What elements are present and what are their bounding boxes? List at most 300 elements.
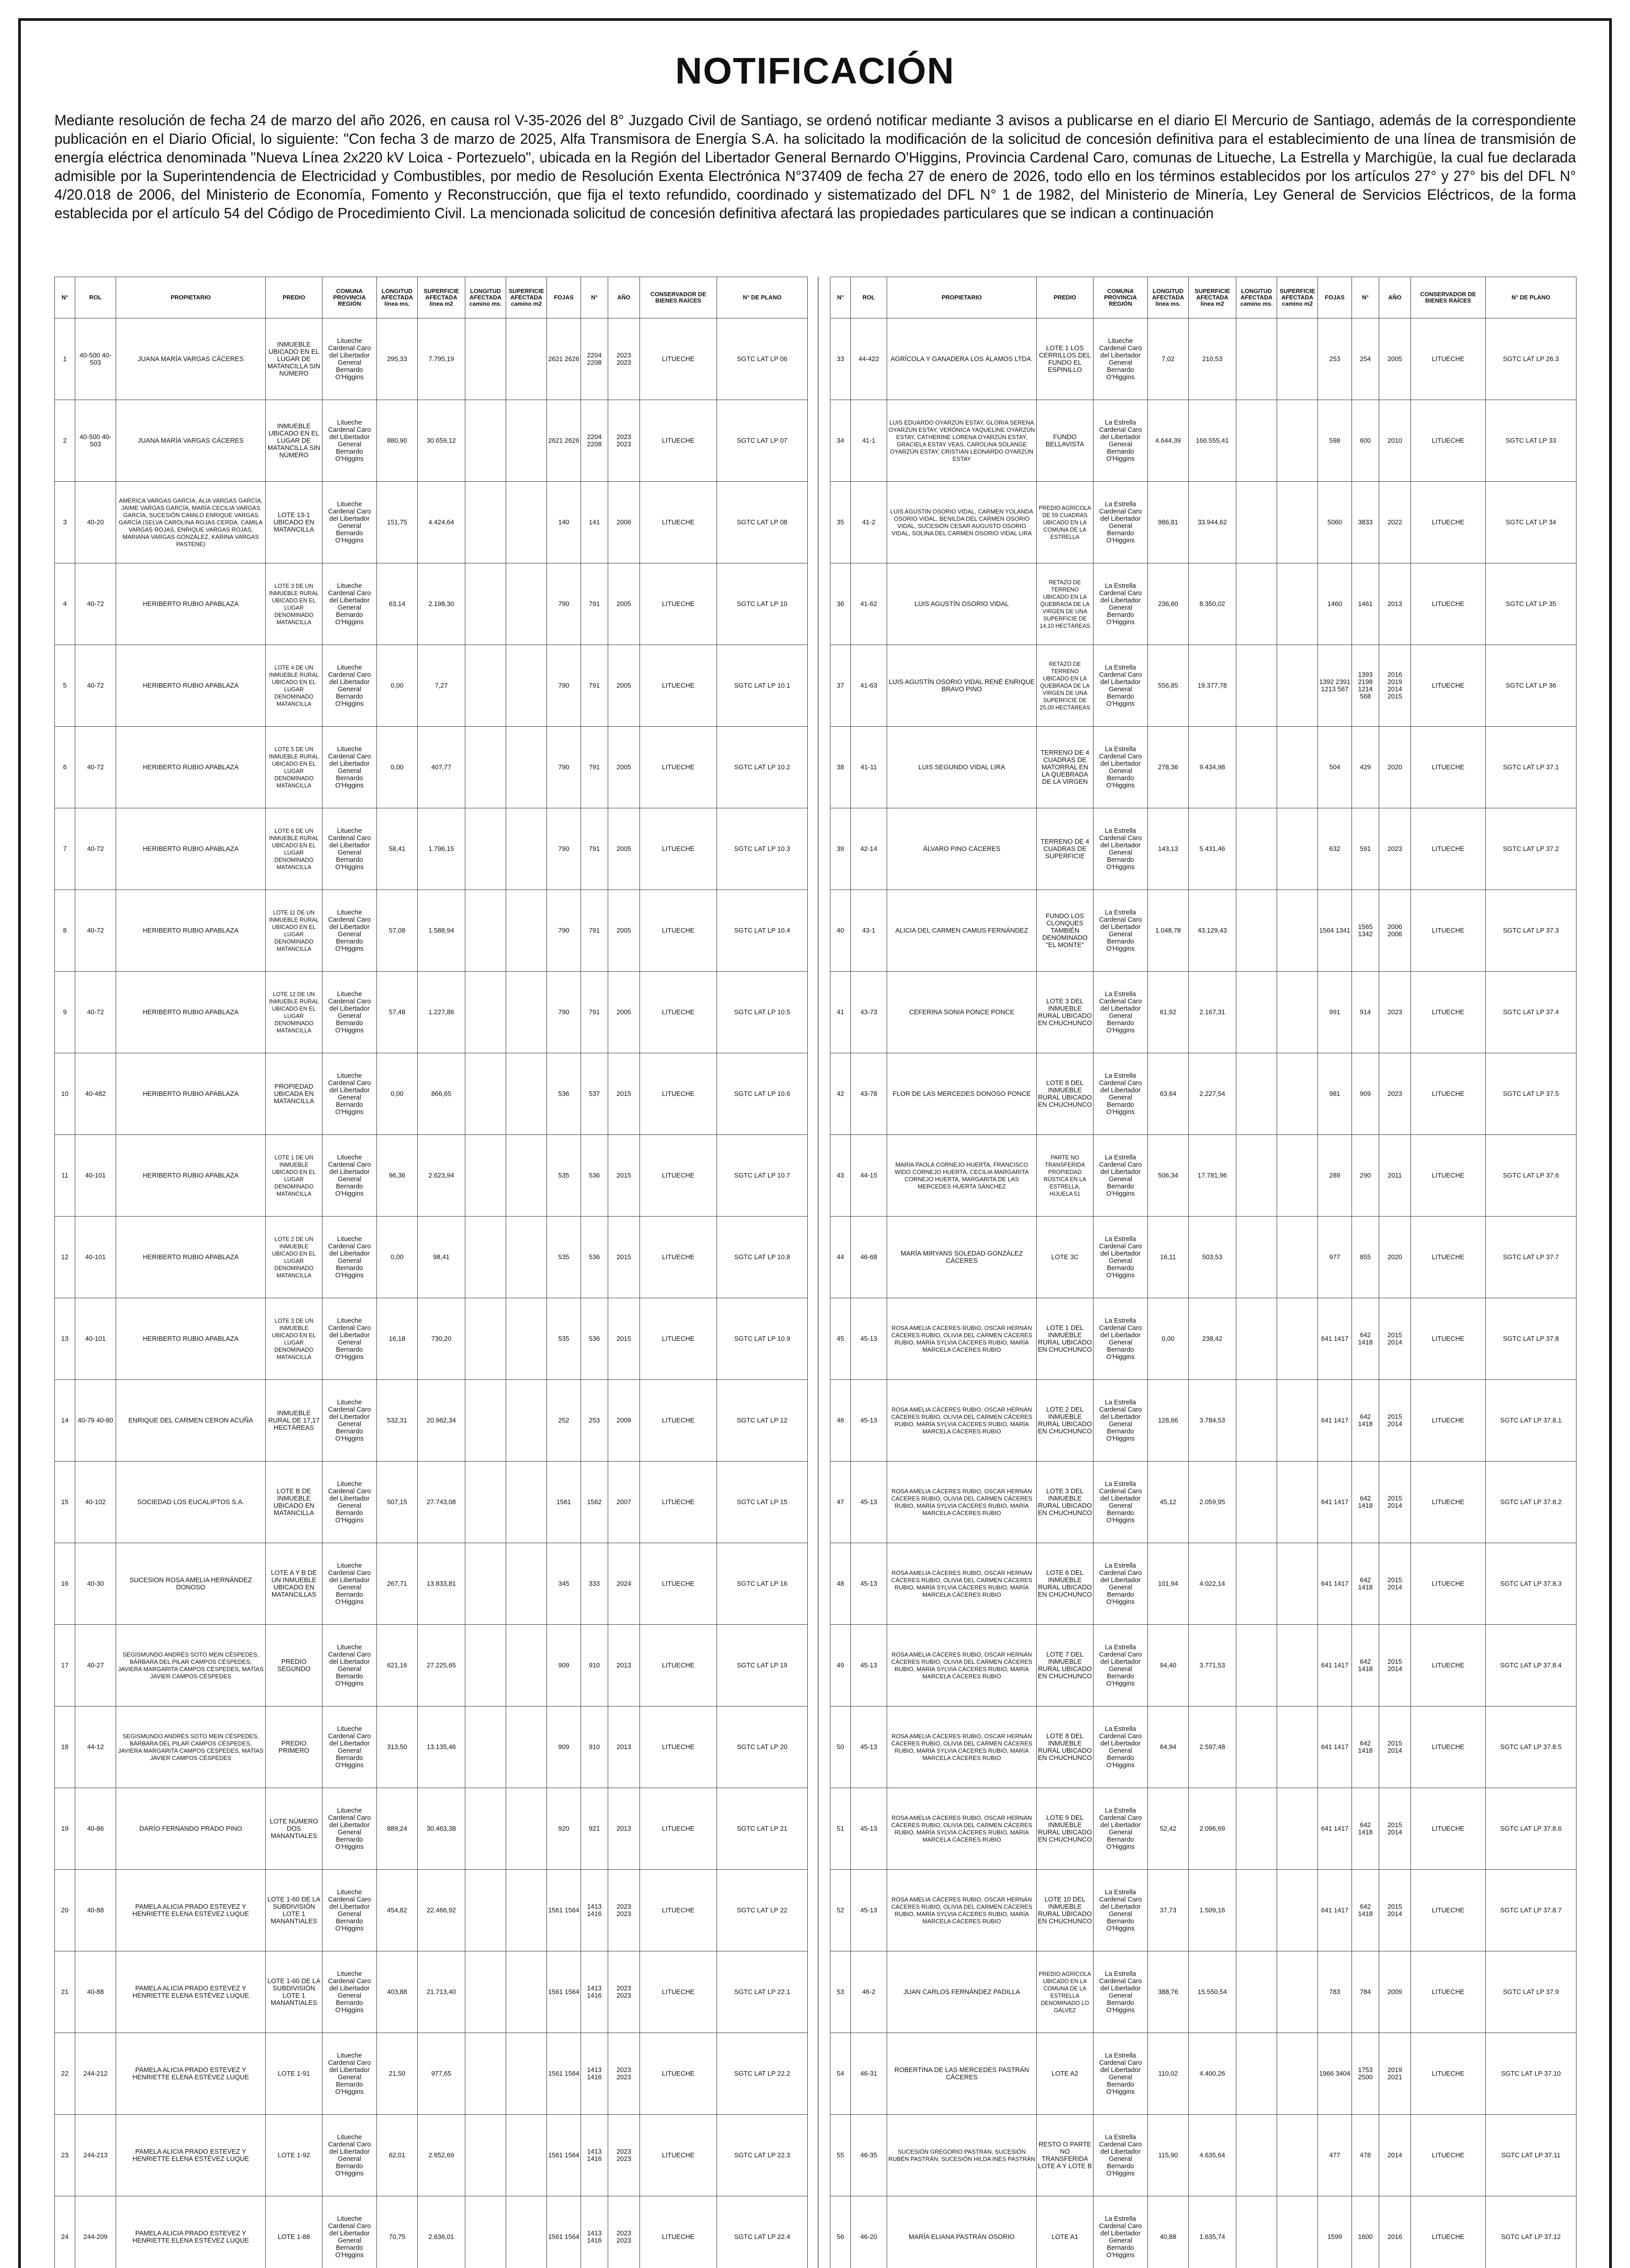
cell-superficie-camino [1277,1298,1318,1380]
cell-superficie-linea: 9.434,98 [1189,727,1236,808]
cell-propietario: ALICIA DEL CARMEN CAMUS FERNÁNDEZ [887,890,1037,972]
cell-conservador: LITUECHE [640,1625,717,1706]
cell-superficie-camino [506,1870,547,1951]
cell-numero: 642 1418 [1352,1380,1379,1461]
cell-comuna: Litueche Cardenal Caro del Libertador General Bernardo O'Higgins [322,2196,377,2268]
cell-superficie-linea: 1.227,86 [418,972,465,1053]
cell-longitud-camino [465,1461,506,1543]
cell-conservador: LITUECHE [1411,1951,1486,2033]
cell-predio: LOTE NÚMERO DOS MANANTIALES [266,1788,322,1870]
cell-predio: INMUEBLE UBICADO EN EL LUGAR DE MATANCILLA SIN NÚMERO [266,318,322,400]
table-row [830,1298,1576,1380]
cell-superficie-camino [506,1706,547,1788]
cell-anio: 2005 [608,563,640,645]
table-row [55,1870,808,1951]
cell-propietario: ROSA AMELIA CÁCERES RUBIO, OSCAR HERNÁN CÁCERES RUBIO, OLIVIA DEL CARMEN CÁCERES RUBIO, MARÍA SYLVIA CÁCERES RUBIO, MARÍA MARCELA CÁCERES RUBIO [887,1461,1037,1543]
cell-fojas: 641 1417 [1318,1298,1352,1380]
cell-comuna: Litueche Cardenal Caro del Libertador General Bernardo O'Higgins [322,1951,377,2033]
cell-longitud-camino [1236,972,1277,1053]
cell-fojas: 641 1417 [1318,1870,1352,1951]
table-row [830,1870,1576,1951]
cell-longitud-linea: 110,02 [1148,2033,1189,2115]
cell-superficie-linea: 19.377,78 [1189,645,1236,727]
cell-rol: 41-63 [851,645,887,727]
cell-superficie-linea: 2.652,69 [418,2115,465,2196]
cell-rol: 43-1 [851,890,887,972]
cell-propietario: JUANA MARÍA VARGAS CÁCERES [116,318,266,400]
cell-fojas: 981 [1318,1053,1352,1135]
column-header-comuna: COMUNA PROVINCIA REGIÓN [1093,277,1148,318]
cell-plano: SGTC LAT LP 37.8.4 [1486,1625,1576,1706]
cell-fojas: 790 [547,727,581,808]
cell-conservador: LITUECHE [1411,1788,1486,1870]
cell-conservador: LITUECHE [640,1217,717,1298]
cell-plano: SGTC LAT LP 16 [717,1543,808,1625]
cell-plano: SGTC LAT LP 22 [717,1870,808,1951]
cell-comuna: La Estrella Cardenal Caro del Libertador General Bernardo O'Higgins [1093,1951,1148,2033]
cell-longitud-linea: 63,64 [1148,1053,1189,1135]
cell-comuna: Litueche Cardenal Caro del Libertador General Bernardo O'Higgins [322,1788,377,1870]
cell-row-number: 46 [830,1380,851,1461]
cell-superficie-camino [506,400,547,482]
cell-plano: SGTC LAT LP 22.4 [717,2196,808,2268]
table-row [55,1788,808,1870]
cell-rol: 40-72 [75,563,116,645]
cell-fojas: 909 [547,1625,581,1706]
cell-superficie-linea: 730,20 [418,1298,465,1380]
cell-anio: 2005 [608,808,640,890]
cell-superficie-camino [506,1788,547,1870]
cell-predio: LOTE 8 DEL INMUEBLE RURAL UBICADO EN CHUCHUNCO [1037,1053,1093,1135]
cell-predio: PREDIO AGRÍCOLA DE 59 CUADRAS UBICADO EN LA COMUNA DE LA ESTRELLA [1037,482,1093,563]
cell-propietario: HERIBERTO RUBIO APABLAZA [116,1053,266,1135]
cell-longitud-linea: 143,13 [1148,808,1189,890]
cell-superficie-linea: 503,53 [1189,1217,1236,1298]
cell-comuna: La Estrella Cardenal Caro del Libertador General Bernardo O'Higgins [1093,2196,1148,2268]
cell-predio: LOTE 2 DE UN INMUEBLE UBICADO EN EL LUGAR DENOMINADO MATANCILLA [266,1217,322,1298]
column-header-anio: AÑO [1379,277,1411,318]
cell-longitud-camino [1236,808,1277,890]
cell-longitud-camino [465,2196,506,2268]
cell-row-number: 15 [55,1461,75,1543]
cell-numero: 642 1418 [1352,1461,1379,1543]
table-row [830,1625,1576,1706]
cell-superficie-camino [506,2033,547,2115]
cell-fojas: 1561 1564 [547,2033,581,2115]
table-row [830,1053,1576,1135]
cell-plano: SGTC LAT LP 10.6 [717,1053,808,1135]
cell-fojas: 641 1417 [1318,1380,1352,1461]
cell-propietario: JUANA MARÍA VARGAS CÁCERES [116,400,266,482]
cell-numero: 1753 2500 [1352,2033,1379,2115]
cell-longitud-linea: 128,66 [1148,1380,1189,1461]
cell-fojas: 345 [547,1543,581,1625]
cell-conservador: LITUECHE [1411,1625,1486,1706]
cell-row-number: 55 [830,2115,851,2196]
cell-superficie-camino [506,1543,547,1625]
cell-comuna: La Estrella Cardenal Caro del Libertador General Bernardo O'Higgins [1093,972,1148,1053]
cell-superficie-camino [1277,1870,1318,1951]
cell-numero: 536 [581,1298,608,1380]
cell-numero: 1413 1416 [581,2196,608,2268]
cell-longitud-camino [465,1298,506,1380]
cell-longitud-camino [1236,1870,1277,1951]
cell-anio: 2023 2023 [608,2115,640,2196]
cell-plano: SGTC LAT LP 10.2 [717,727,808,808]
column-header-longitud-camino: LONGITUD AFECTADA camino ms. [1236,277,1277,318]
cell-anio: 2015 2014 [1379,1706,1411,1788]
cell-longitud-linea: 7,02 [1148,318,1189,400]
cell-longitud-linea: 388,76 [1148,1951,1189,2033]
cell-anio: 2015 2014 [1379,1625,1411,1706]
cell-row-number: 49 [830,1625,851,1706]
cell-fojas: 790 [547,645,581,727]
cell-propietario: HERIBERTO RUBIO APABLAZA [116,972,266,1053]
cell-longitud-linea: 70,75 [377,2196,418,2268]
cell-numero: 1565 1342 [1352,890,1379,972]
table-row [830,1706,1576,1788]
cell-numero: 642 1418 [1352,1298,1379,1380]
cell-numero: 642 1418 [1352,1625,1379,1706]
cell-superficie-linea: 7.795,19 [418,318,465,400]
cell-superficie-camino [506,1298,547,1380]
cell-row-number: 52 [830,1870,851,1951]
cell-rol: 46-35 [851,2115,887,2196]
properties-table-right [830,277,1576,2268]
column-header-conservador: CONSERVADOR DE BIENES RAÍCES [640,277,717,318]
cell-row-number: 43 [830,1135,851,1217]
column-header-numero: N° [581,277,608,318]
cell-rol: 40-101 [75,1298,116,1380]
cell-conservador: LITUECHE [1411,400,1486,482]
cell-plano: SGTC LAT LP 37.12 [1486,2196,1576,2268]
cell-longitud-camino [465,1543,506,1625]
table-row [55,2115,808,2196]
cell-rol: 40-482 [75,1053,116,1135]
cell-longitud-camino [1236,1217,1277,1298]
cell-row-number: 34 [830,400,851,482]
cell-longitud-linea: 96,36 [377,1135,418,1217]
table-row [830,2196,1576,2268]
cell-fojas: 641 1417 [1318,1625,1352,1706]
cell-propietario: ROSA AMELIA CÁCERES RUBIO, OSCAR HERNÁN CÁCERES RUBIO, OLIVIA DEL CARMEN CÁCERES RUBIO, MARÍA SYLVIA CÁCERES RUBIO, MARÍA MARCELA CÁCERES RUBIO [887,1298,1037,1380]
cell-numero: 141 [581,482,608,563]
cell-rol: 40-72 [75,727,116,808]
cell-superficie-camino [1277,890,1318,972]
cell-rol: 46-31 [851,2033,887,2115]
cell-rol: 244-212 [75,2033,116,2115]
cell-predio: LOTE 3 DEL INMUEBLE RURAL UBICADO EN CHUCHUNCO [1037,1461,1093,1543]
cell-superficie-camino [1277,1625,1318,1706]
cell-rol: 244-209 [75,2196,116,2268]
cell-anio: 2015 [608,1053,640,1135]
cell-propietario: ROSA AMELIA CÁCERES RUBIO, OSCAR HERNÁN CÁCERES RUBIO, OLIVIA DEL CARMEN CÁCERES RUBIO, MARÍA SYLVIA CÁCERES RUBIO, MARÍA MARCELA CÁCERES RUBIO [887,1543,1037,1625]
cell-anio: 2013 [608,1788,640,1870]
cell-longitud-linea: 278,36 [1148,727,1189,808]
table-row [55,1951,808,2033]
cell-longitud-linea: 621,16 [377,1625,418,1706]
cell-superficie-linea: 21.713,40 [418,1951,465,2033]
cell-superficie-camino [506,1217,547,1298]
cell-conservador: LITUECHE [640,1461,717,1543]
cell-anio: 2015 [608,1135,640,1217]
cell-longitud-camino [465,1706,506,1788]
cell-propietario: LUIS AGUSTÍN OSORIO VIDAL, CARMEN YOLANDA OSORIO VIDAL, BENILDA DEL CARMEN OSORIO VIDAL, SUCESIÓN CESAR AUGUSTO OSORIO VIDAL, SOLINA DEL CARMEN OSORIO VIDAL LIRA [887,482,1037,563]
cell-predio: LOTE 1 LOS CERRILLOS DEL FUNDO EL ESPINILLO [1037,318,1093,400]
cell-conservador: LITUECHE [1411,890,1486,972]
cell-longitud-camino [1236,1298,1277,1380]
column-header-conservador: CONSERVADOR DE BIENES RAÍCES [1411,277,1486,318]
cell-conservador: LITUECHE [640,727,717,808]
cell-anio: 2013 [608,1625,640,1706]
cell-row-number: 24 [55,2196,75,2268]
cell-longitud-camino [1236,1053,1277,1135]
cell-plano: SGTC LAT LP 37.4 [1486,972,1576,1053]
cell-anio: 2023 2023 [608,1870,640,1951]
cell-rol: 44-15 [851,1135,887,1217]
cell-conservador: LITUECHE [1411,1706,1486,1788]
cell-comuna: Litueche Cardenal Caro del Libertador General Bernardo O'Higgins [322,563,377,645]
cell-propietario: ROSA AMELIA CÁCERES RUBIO, OSCAR HERNÁN CÁCERES RUBIO, OLIVIA DEL CARMEN CÁCERES RUBIO, MARÍA SYLVIA CÁCERES RUBIO, MARÍA MARCELA CÁCERES RUBIO [887,1870,1037,1951]
notice-intro-paragraph: Mediante resolución de fecha 24 de marzo del año 2026, en causa rol V-35-2026 del 8° Juzgado Civil de Santiago, se ordenó notificar mediante 3 avisos a publicarse en el diario El Mercurio de Santiago, además de la correspondiente publicación en el Diario Oficial, lo siguiente: "Con fecha 3 de marzo de 2025, Alfa Transmisora de Energía S.A. ha solicitado la modificación de la solicitud de concesión definitiva para el establecimiento de una línea de transmisión de energía eléctrica denominada "Nueva Línea 2x220 kV Loica - Portezuelo", ubicada en la Región del Libertador General Bernardo O'Higgins, Provincia Cardenal Caro, comunas de Litueche, La Estrella y Marchigüe, la cual fue declarada admisible por la Superintendencia de Electricidad y Combustibles, por medio de Resolución Exenta Electrónica N°37409 de fecha 27 de enero de 2026, todo ello en los términos establecidos por los artículos 27° y 27° bis del DFL N° 4/20.018 de 2006, del Ministerio de Economía, Fomento y Reconstrucción, que fija el texto refundido, coordinado y sistematizado del DFL N° 1 de 1982, del Ministerio de Minería, Ley General de Servicios Eléctricos, de la forma establecida por el artículo 54 del Código de Procedimiento Civil. La mencionada solicitud de concesión definitiva afectará las propiedades particulares que se indican a continuación [54,112,1576,221]
cell-longitud-camino [1236,645,1277,727]
table-row [830,727,1576,808]
cell-plano: SGTC LAT LP 37.3 [1486,890,1576,972]
cell-longitud-linea: 986,81 [1148,482,1189,563]
cell-propietario: ROSA AMELIA CÁCERES RUBIO, OSCAR HERNÁN CÁCERES RUBIO, OLIVIA DEL CARMEN CÁCERES RUBIO, MARÍA SYLVIA CÁCERES RUBIO, MARÍA MARCELA CÁCERES RUBIO [887,1625,1037,1706]
cell-fojas: 977 [1318,1217,1352,1298]
cell-anio: 2010 [1379,400,1411,482]
cell-comuna: Litueche Cardenal Caro del Libertador General Bernardo O'Higgins [322,1135,377,1217]
cell-predio: LOTE 4 DE UN INMUEBLE RURAL UBICADO EN EL LUGAR DENOMINADO MATANCILLA [266,645,322,727]
cell-propietario: MARÍA MIRYANS SOLEDAD GONZÁLEZ CÁCERES [887,1217,1037,1298]
cell-rol: 44-422 [851,318,887,400]
cell-predio: LOTE 6 DE UN INMUEBLE RURAL UBICADO EN EL LUGAR DENOMINADO MATANCILLA [266,808,322,890]
cell-longitud-camino [465,1788,506,1870]
cell-conservador: LITUECHE [640,1053,717,1135]
cell-row-number: 3 [55,482,75,563]
cell-superficie-camino [506,1380,547,1461]
cell-superficie-camino [506,563,547,645]
column-header-numero: N° [1352,277,1379,318]
cell-row-number: 1 [55,318,75,400]
cell-predio: LOTE 13-1 UBICADO EN MATANCILLA [266,482,322,563]
cell-comuna: La Estrella Cardenal Caro del Libertador General Bernardo O'Higgins [1093,1135,1148,1217]
table-row [830,400,1576,482]
cell-plano: SGTC LAT LP 22.2 [717,2033,808,2115]
cell-comuna: Litueche Cardenal Caro del Libertador General Bernardo O'Higgins [322,318,377,400]
cell-longitud-linea: 58,41 [377,808,418,890]
cell-numero: 1600 [1352,2196,1379,2268]
cell-numero: 478 [1352,2115,1379,2196]
cell-conservador: LITUECHE [640,2196,717,2268]
cell-longitud-camino [465,1380,506,1461]
cell-superficie-camino [506,1135,547,1217]
cell-superficie-linea: 238,42 [1189,1298,1236,1380]
cell-anio: 2016 [1379,2196,1411,2268]
cell-propietario: LUIS EDUARDO OYARZÚN ESTAY, GLORIA SERENA OYARZÚN ESTAY, VERÓNICA YAQUELINE OYARZÚN ESTAY, CATHERINE LORENA OYARZÚN ESTAY, GRACIELA ESTAY VEAS, CAROLINA SOLANGE OYARZÚN ESTAY, CRISTIAN LEONARDO OYARZÚN ESTAY [887,400,1037,482]
cell-conservador: LITUECHE [640,1298,717,1380]
cell-longitud-linea: 889,24 [377,1788,418,1870]
cell-numero: 1562 [581,1461,608,1543]
cell-rol: 45-13 [851,1870,887,1951]
cell-longitud-camino [1236,890,1277,972]
cell-propietario: HERIBERTO RUBIO APABLAZA [116,1217,266,1298]
cell-predio: LOTE 1-88 [266,2196,322,2268]
cell-longitud-camino [465,1135,506,1217]
table-row [55,482,808,563]
cell-fojas: 535 [547,1217,581,1298]
cell-conservador: LITUECHE [1411,1298,1486,1380]
cell-rol: 40-72 [75,808,116,890]
cell-predio: LOTE 1-92 [266,2115,322,2196]
cell-longitud-camino [1236,2033,1277,2115]
cell-fojas: 1561 1564 [547,2115,581,2196]
cell-fojas: 909 [547,1706,581,1788]
table-row [55,2196,808,2268]
cell-longitud-linea: 40,88 [1148,2196,1189,2268]
cell-plano: SGTC LAT LP 35 [1486,563,1576,645]
cell-conservador: LITUECHE [640,1951,717,2033]
cell-propietario: HERIBERTO RUBIO APABLAZA [116,563,266,645]
cell-propietario: ROSA AMELIA CÁCERES RUBIO, OSCAR HERNÁN CÁCERES RUBIO, OLIVIA DEL CARMEN CÁCERES RUBIO, MARÍA SYLVIA CÁCERES RUBIO, MARÍA MARCELA CÁCERES RUBIO [887,1706,1037,1788]
cell-anio: 2023 [1379,1053,1411,1135]
cell-longitud-camino [1236,1788,1277,1870]
cell-anio: 2022 [1379,482,1411,563]
cell-plano: SGTC LAT LP 34 [1486,482,1576,563]
cell-plano: SGTC LAT LP 36 [1486,645,1576,727]
cell-predio: PREDIO PRIMERO [266,1706,322,1788]
cell-row-number: 10 [55,1053,75,1135]
cell-superficie-camino [506,1625,547,1706]
cell-comuna: La Estrella Cardenal Caro del Libertador General Bernardo O'Higgins [1093,1461,1148,1543]
cell-propietario: JUAN CARLOS FERNÁNDEZ PADILLA [887,1951,1037,2033]
table-row [830,1788,1576,1870]
cell-superficie-camino [1277,482,1318,563]
cell-row-number: 20 [55,1870,75,1951]
cell-comuna: Litueche Cardenal Caro del Libertador General Bernardo O'Higgins [322,1625,377,1706]
cell-conservador: LITUECHE [1411,1380,1486,1461]
cell-plano: SGTC LAT LP 10.4 [717,890,808,972]
cell-longitud-camino [1236,1461,1277,1543]
cell-conservador: LITUECHE [1411,1461,1486,1543]
cell-propietario: AMÉRICA VARGAS GARCÍA, ALIA VARGAS GARCÍA, JAIME VARGAS GARCÍA, MARÍA CECILIA VARGAS GARCÍA, SUCESIÓN CAMILO ENRIQUE VARGAS GARCÍA (SELVA CAROLINA ROJAS CERDA, CAMILA VARGAS ROJAS, ENRIQUE VARGAS ROJAS, MARIANA VARGAS GONZÁLEZ, KARINA VARGAS PASTENE) [116,482,266,563]
cell-superficie-linea: 407,77 [418,727,465,808]
cell-row-number: 48 [830,1543,851,1625]
cell-comuna: Litueche Cardenal Caro del Libertador General Bernardo O'Higgins [322,1706,377,1788]
cell-row-number: 14 [55,1380,75,1461]
cell-anio: 2015 2014 [1379,1788,1411,1870]
cell-superficie-linea: 33.944,62 [1189,482,1236,563]
cell-anio: 2015 [608,1217,640,1298]
table-row [55,1217,808,1298]
cell-predio: LOTE 2 DEL INMUEBLE RURAL UBICADO EN CHUCHUNCO [1037,1380,1093,1461]
cell-propietario: HERIBERTO RUBIO APABLAZA [116,727,266,808]
cell-plano: SGTC LAT LP 20 [717,1706,808,1788]
cell-propietario: LUIS AGUSTÍN OSORIO VIDAL RENÉ ENRIQUE BRAVO PINO [887,645,1037,727]
cell-superficie-linea: 22.466,92 [418,1870,465,1951]
cell-superficie-camino [506,1461,547,1543]
cell-anio: 2005 [608,890,640,972]
cell-longitud-linea: 63,14 [377,563,418,645]
cell-propietario: PAMELA ALICIA PRADO ESTEVEZ Y HENRIETTE ELENA ESTÉVEZ LUQUE [116,2196,266,2268]
cell-comuna: Litueche Cardenal Caro del Libertador General Bernardo O'Higgins [322,2115,377,2196]
cell-rol: 41-11 [851,727,887,808]
cell-conservador: LITUECHE [1411,2033,1486,2115]
cell-numero: 536 [581,1135,608,1217]
cell-rol: 46-68 [851,1217,887,1298]
cell-longitud-linea: 506,34 [1148,1135,1189,1217]
cell-propietario: ROSA AMELIA CÁCERES RUBIO, OSCAR HERNÁN CÁCERES RUBIO, OLIVIA DEL CARMEN CÁCERES RUBIO, MARÍA SYLVIA CÁCERES RUBIO, MARÍA MARCELA CÁCERES RUBIO [887,1788,1037,1870]
table-row [55,400,808,482]
cell-longitud-camino [1236,400,1277,482]
cell-longitud-camino [1236,1706,1277,1788]
cell-rol: 40-72 [75,645,116,727]
table-row [55,1053,808,1135]
cell-superficie-linea: 17.781,96 [1189,1135,1236,1217]
cell-numero: 1413 1416 [581,2033,608,2115]
cell-conservador: LITUECHE [640,1543,717,1625]
cell-superficie-linea: 30.659,12 [418,400,465,482]
cell-conservador: LITUECHE [640,482,717,563]
cell-row-number: 4 [55,563,75,645]
cell-row-number: 50 [830,1706,851,1788]
cell-superficie-camino [1277,563,1318,645]
cell-plano: SGTC LAT LP 37.10 [1486,2033,1576,2115]
cell-row-number: 33 [830,318,851,400]
cell-plano: SGTC LAT LP 37.9 [1486,1951,1576,2033]
cell-predio: PARTE NO TRANSFERIDA PROPIEDAD RÚSTICA EN LA ESTRELLA, HIJUELA 51 [1037,1135,1093,1217]
cell-anio: 2013 [1379,563,1411,645]
cell-superficie-camino [1277,400,1318,482]
cell-fojas: 536 [547,1053,581,1135]
cell-row-number: 6 [55,727,75,808]
cell-rol: 45-13 [851,1298,887,1380]
cell-propietario: PAMELA ALICIA PRADO ESTEVEZ Y HENRIETTE ELENA ESTÉVEZ LUQUE [116,1870,266,1951]
cell-longitud-linea: 57,48 [377,972,418,1053]
cell-numero: 1461 [1352,563,1379,645]
cell-longitud-camino [1236,2196,1277,2268]
cell-superficie-linea: 27.225,65 [418,1625,465,1706]
cell-conservador: LITUECHE [1411,972,1486,1053]
cell-plano: SGTC LAT LP 37.8 [1486,1298,1576,1380]
cell-predio: LOTE 3 DE UN INMUEBLE RURAL UBICADO EN EL LUGAR DENOMINADO MATANCILLA [266,563,322,645]
cell-superficie-linea: 2.198,30 [418,563,465,645]
cell-superficie-linea: 43.129,43 [1189,890,1236,972]
cell-fojas: 1392 2391 1213 567 [1318,645,1352,727]
cell-propietario: ÁLVARO PINO CÁCERES [887,808,1037,890]
cell-row-number: 41 [830,972,851,1053]
cell-comuna: Litueche Cardenal Caro del Libertador General Bernardo O'Higgins [322,1298,377,1380]
cell-superficie-camino [1277,1951,1318,2033]
cell-longitud-camino [465,318,506,400]
cell-comuna: Litueche Cardenal Caro del Libertador General Bernardo O'Higgins [322,482,377,563]
right-table-container [830,277,1576,2268]
cell-fojas: 790 [547,972,581,1053]
table-row [55,1461,808,1543]
cell-numero: 2204 2208 [581,318,608,400]
cell-longitud-camino [465,1625,506,1706]
cell-superficie-camino [506,2115,547,2196]
table-row [830,482,1576,563]
cell-propietario: ENRIQUE DEL CARMEN CERON ACUÑA [116,1380,266,1461]
cell-predio: FUNDO BELLAVISTA [1037,400,1093,482]
cell-plano: SGTC LAT LP 22.1 [717,1951,808,2033]
cell-superficie-camino [1277,2196,1318,2268]
cell-fojas: 5060 [1318,482,1352,563]
cell-plano: SGTC LAT LP 37.11 [1486,2115,1576,2196]
cell-row-number: 2 [55,400,75,482]
